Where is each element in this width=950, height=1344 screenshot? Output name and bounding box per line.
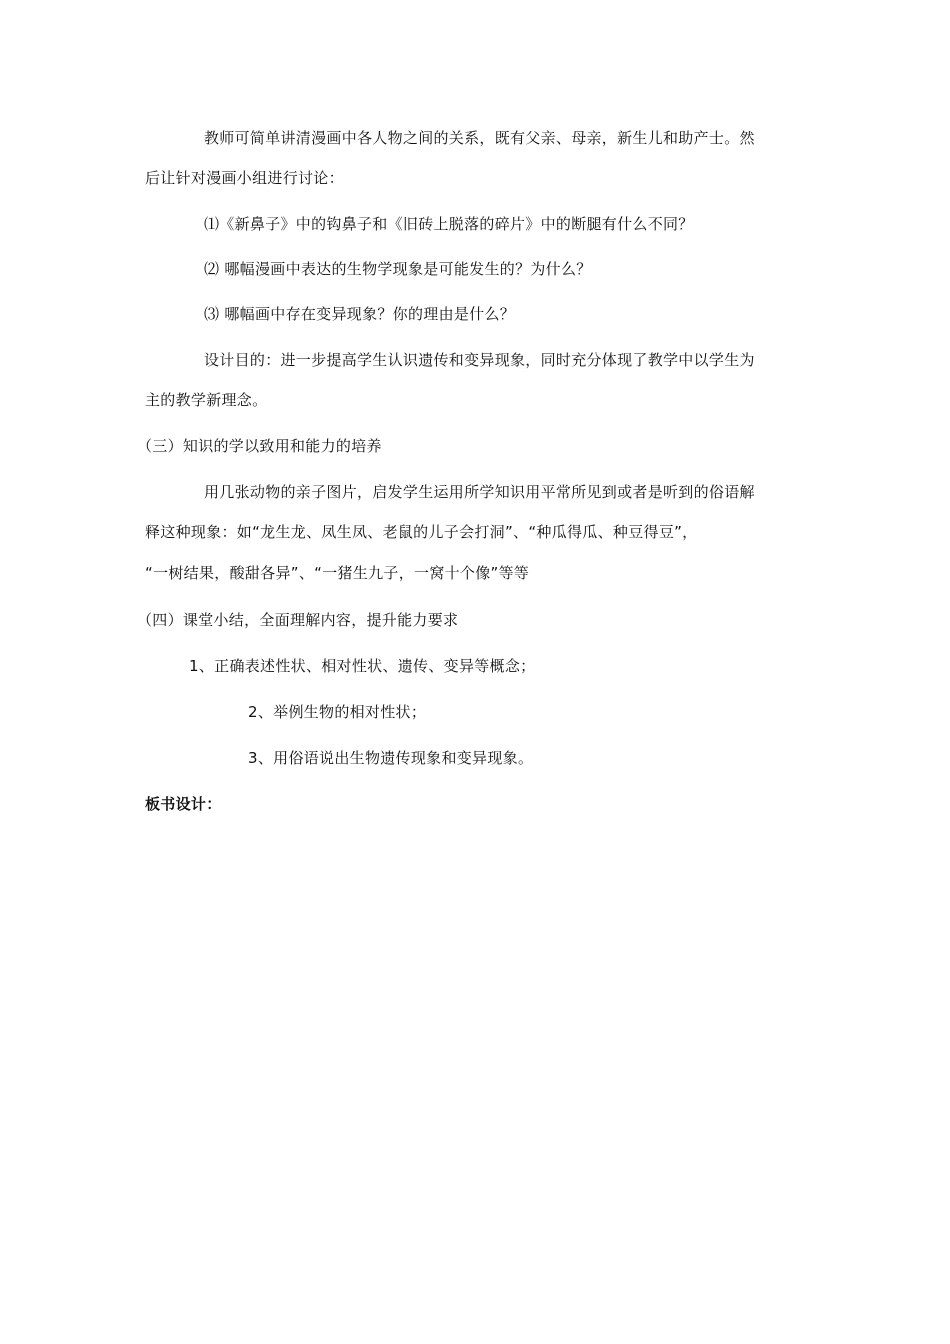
paragraph-line: 后让针对漫画小组进行讨论： [145, 169, 344, 187]
discussion-question-2: ⑵ 哪幅漫画中表达的生物学现象是可能发生的？为什么？ [204, 260, 592, 278]
section-4-heading: （四）课堂小结，全面理解内容，提升能力要求 [137, 611, 459, 629]
summary-item-2: 2、举例生物的相对性状； [248, 703, 427, 721]
paragraph-line: 释这种现象：如“龙生龙、凤生凤、老鼠的儿子会打洞”、“种瓜得瓜、种豆得豆”， [145, 523, 698, 541]
discussion-question-3: ⑶ 哪幅画中存在变异现象？你的理由是什么？ [204, 305, 516, 323]
summary-item-3: 3、用俗语说出生物遗传现象和变异现象。 [248, 749, 534, 767]
summary-item-1: 1、正确表述性状、相对性状、遗传、变异等概念； [189, 657, 536, 675]
board-design-heading: 板书设计： [145, 795, 222, 813]
section-3-heading: （三）知识的学以致用和能力的培养 [137, 437, 382, 455]
paragraph-line: 教师可简单讲清漫画中各人物之间的关系，既有父亲、母亲，新生儿和助产士。然 [204, 129, 755, 147]
paragraph-line: 用几张动物的亲子图片，启发学生运用所学知识用平常所见到或者是听到的俗语解 [204, 483, 755, 501]
discussion-question-1: ⑴《新鼻子》中的钩鼻子和《旧砖上脱落的碎片》中的断腿有什么不同？ [204, 215, 694, 233]
design-purpose-line: 设计目的：进一步提高学生认识遗传和变异现象，同时充分体现了教学中以学生为 [204, 351, 755, 369]
design-purpose-line: 主的教学新理念。 [145, 391, 268, 409]
paragraph-line: “一树结果，酸甜各异”、“一猪生九子，一窝十个像”等等 [145, 564, 530, 582]
